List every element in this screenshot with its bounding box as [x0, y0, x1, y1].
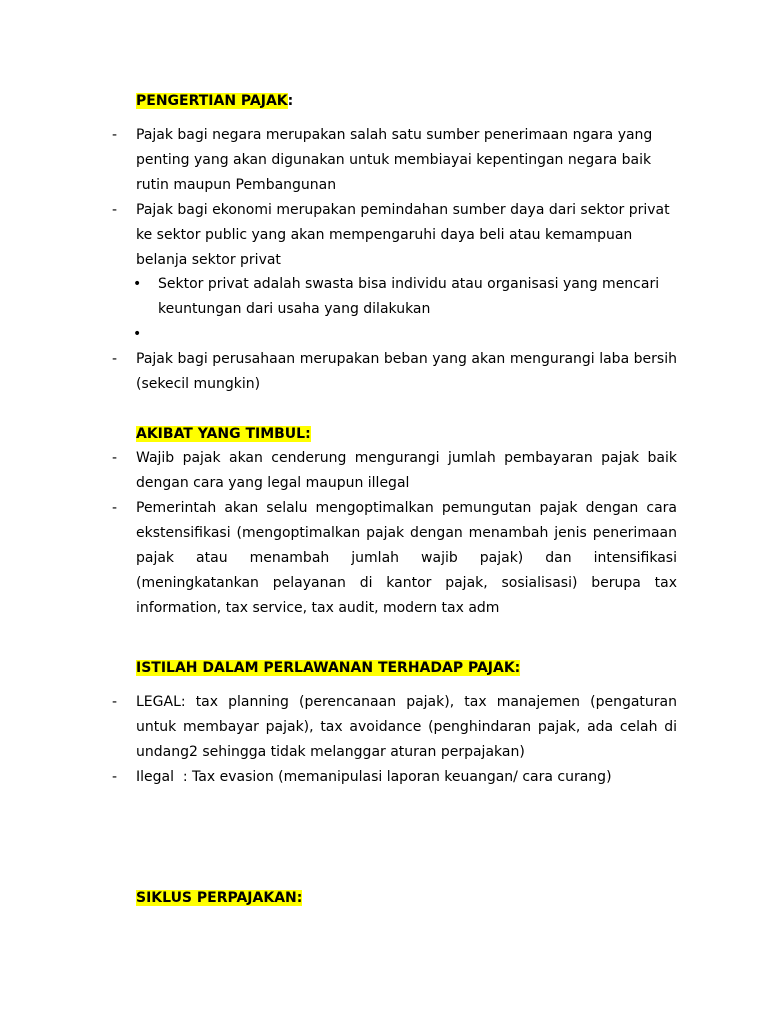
bullet-marker: •	[133, 326, 142, 342]
list-item: LEGAL: tax planning (perencanaan pajak), tax manajemen (pengaturan untuk membayar pajak), tax avoidance (penghindaran pajak, ada celah di undang2 sehingga tidak melanggar aturan perpajakan)	[136, 694, 677, 760]
list-item: Wajib pajak akan cenderung mengurangi jumlah pembayaran pajak baik dengan cara yang legal maupun illegal	[136, 450, 677, 491]
list-item-line: Pajak bagi negara merupakan salah satu sumber penerimaan ngara yang	[136, 127, 653, 143]
bullet-marker: •	[133, 276, 142, 292]
heading-pengertian-pajak: PENGERTIAN PAJAK:	[136, 93, 294, 109]
sub-list-item: Sektor privat adalah swasta bisa individu atau organisasi yang mencari keuntungan dari usaha yang dilakukan	[158, 276, 660, 317]
list-marker: -	[112, 500, 118, 516]
list-marker: -	[112, 450, 118, 466]
list-marker: -	[112, 127, 118, 143]
list-item-line: Pajak bagi ekonomi merupakan pemindahan sumber daya dari sektor privat	[136, 202, 670, 218]
heading-istilah: ISTILAH DALAM PERLAWANAN TERHADAP PAJAK:	[136, 660, 521, 676]
list-item: Pemerintah akan selalu mengoptimalkan pemungutan pajak dengan cara ekstensifikasi (mengoptimalkan pajak dengan menambah jenis penerimaan pajak atau menambah jumlah wajib pajak) dan intensifikasi (meningkatankan pelayanan di kantor pajak, sosialisasi) berupa tax information, tax service, tax audit, modern tax adm	[136, 500, 677, 616]
list-item-line: ke sektor public yang akan mempengaruhi daya beli atau kemampuan	[136, 227, 633, 243]
list-marker: -	[112, 694, 118, 710]
list-item-line: belanja sektor privat	[136, 252, 281, 268]
list-item: Pajak bagi perusahaan merupakan beban yang akan mengurangi laba bersih (sekecil mungkin)	[136, 351, 677, 392]
list-item	[136, 123, 677, 198]
heading-akibat-yang-timbul: AKIBAT YANG TIMBUL:	[136, 426, 311, 442]
heading-siklus-perpajakan: SIKLUS PERPAJAKAN:	[136, 890, 303, 906]
list-item-line: penting yang akan digunakan untuk membiayai kepentingan negara baik	[136, 152, 652, 168]
list-marker: -	[112, 351, 118, 367]
list-item: Ilegal : Tax evasion (memanipulasi laporan keuangan/ cara curang)	[136, 769, 612, 785]
list-item-line: rutin maupun Pembangunan	[136, 177, 337, 193]
list-marker: -	[112, 202, 118, 218]
list-marker: -	[112, 769, 118, 785]
list-item	[136, 198, 677, 273]
